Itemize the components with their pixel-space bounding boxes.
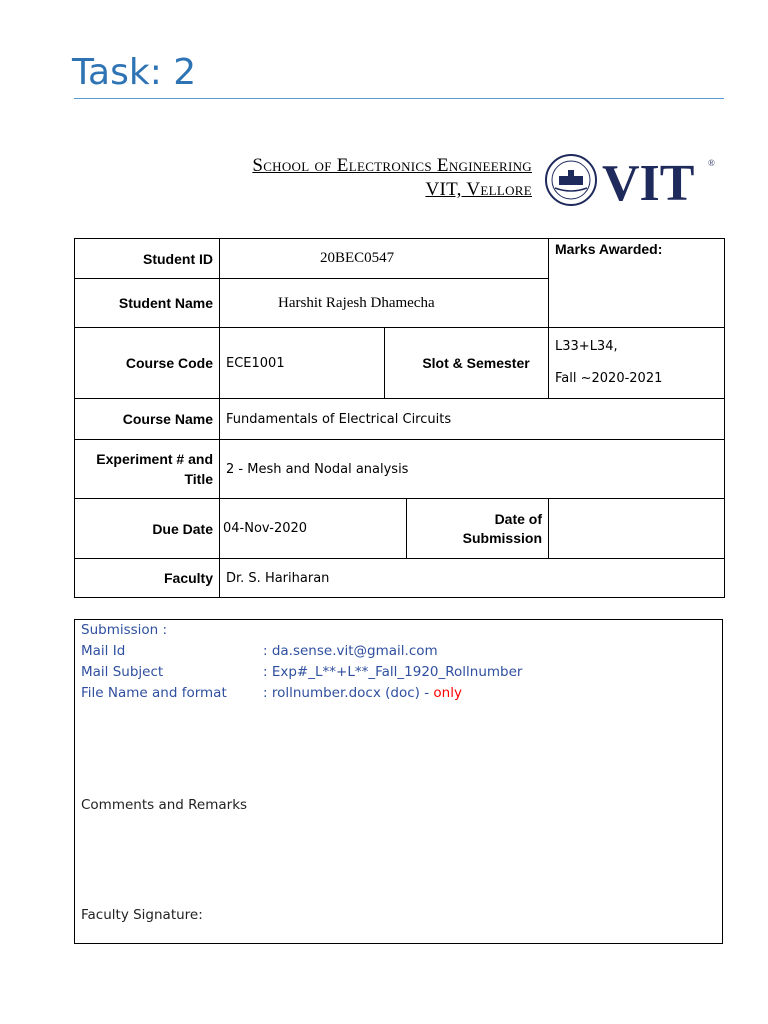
student-info-table [74,238,725,598]
student-id-label: Student ID [75,239,220,279]
comments-remarks-label: Comments and Remarks [81,797,248,813]
slot-value: L33+L34, [555,339,618,354]
submission-box [74,619,723,944]
faculty-value: Dr. S. Hariharan [220,559,725,598]
mail-id-label: Mail Id [81,643,126,659]
file-format-label: File Name and format [81,685,227,701]
student-name-label: Student Name [75,279,220,328]
campus-name: VIT, Vellore [425,179,532,200]
date-of-submission-line1: Date of [494,510,543,527]
slot-semester-label: Slot & Semester [385,328,549,399]
registered-mark: ® [708,158,715,168]
experiment-label-line2: Title [184,471,213,487]
course-code-label: Course Code [75,328,220,399]
faculty-label: Faculty [75,559,220,598]
mail-id-value: : da.sense.vit@gmail.com [263,643,438,659]
course-code-value: ECE1001 [220,328,385,399]
vit-seal-icon [546,155,596,205]
experiment-label [75,440,220,499]
date-of-submission-value [549,499,725,559]
student-name-value: Harshit Rajesh Dhamecha [220,279,549,328]
semester-value: Fall ~2020-2021 [555,371,663,386]
file-format-emphasis: only [433,685,462,701]
course-name-value: Fundamentals of Electrical Circuits [220,399,725,440]
faculty-signature-label: Faculty Signature: [81,907,203,923]
file-format-text: : rollnumber.docx (doc) - [263,685,434,701]
title-underline [74,98,724,99]
submission-heading: Submission : [81,622,168,638]
experiment-value: 2 - Mesh and Nodal analysis [220,440,725,499]
due-date-value: 04-Nov-2020 [220,499,407,559]
marks-awarded-label: Marks Awarded: [549,239,725,328]
school-heading [252,154,532,202]
task-title: Task: 2 [72,52,197,93]
school-name: School of Electronics Engineering [252,155,532,176]
date-of-submission-label [407,499,549,559]
mail-subject-label: Mail Subject [81,664,164,680]
student-id-value: 20BEC0547 [220,239,549,279]
slot-semester-value [549,328,725,399]
logo-text: VIT [602,155,695,210]
date-of-submission-line2: Submission [462,529,543,546]
course-name-label: Course Name [75,399,220,440]
experiment-label-line1: Experiment # and [96,451,213,467]
due-date-label: Due Date [75,499,220,559]
file-format-value [263,685,462,701]
vit-logo [544,150,719,210]
mail-subject-value: : Exp#_L**+L**_Fall_1920_Rollnumber [263,664,523,680]
